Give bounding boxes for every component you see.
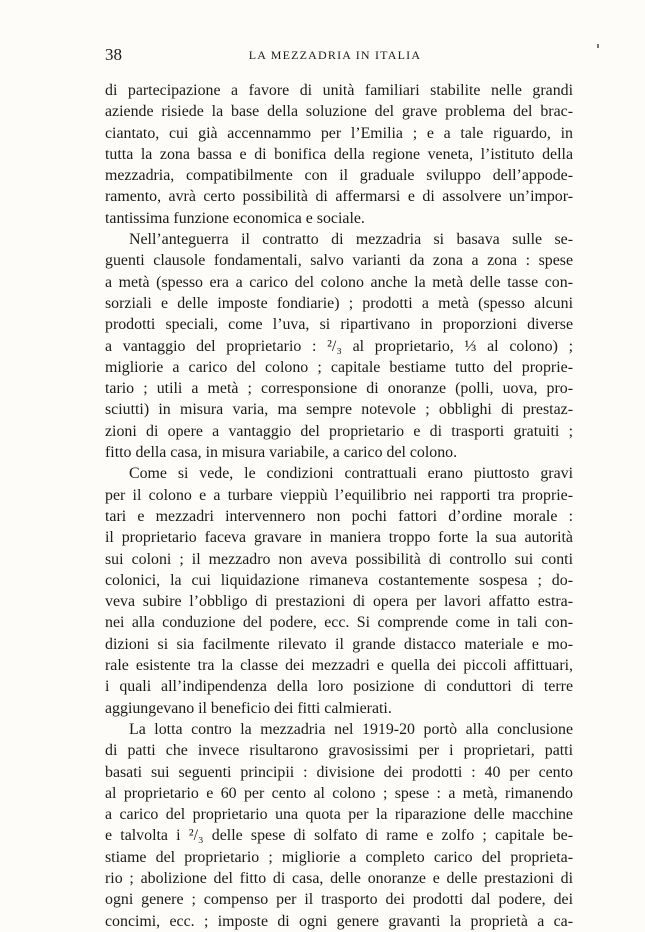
text-line: e talvolta i ²/₃ delle spese di solfato di rame e zolfo ; capitale be- [105, 827, 573, 845]
text-line: basati sui seguenti principii : divisione dei prodotti : 40 per cento [105, 763, 573, 781]
text-line: guenti clausole fondamentali, salvo varianti da zona a zona : spese [105, 252, 573, 270]
page-header [105, 44, 565, 66]
body-text [105, 80, 573, 932]
text-line: aziende risiede la base della soluzione del grave problema del brac- [105, 103, 573, 121]
text-line: tari e mezzadri intervennero non pochi fattori d’ordine morale : [105, 507, 573, 525]
text-line: a carico del proprietario una quota per la riparazione delle macchine [105, 806, 573, 824]
text-line: a vantaggio del proprietario : ²/₃ al proprietario, ⅓ al colono) ; [105, 337, 573, 355]
text-line: tario ; utili a metà ; corresponsione di onoranze (polli, uova, pro- [105, 380, 573, 398]
text-line: ramento, avrà certo possibilità di affermarsi e di assolvere un’impor- [105, 188, 573, 206]
text-line: i quali all’indipendenza della loro posizione di conduttori di terre [105, 678, 573, 696]
text-line: per il colono e a turbare vieppiù l’equilibrio nei rapporti tra proprie- [105, 486, 573, 504]
text-line: sui coloni ; il mezzadro non aveva possibilità di controllo sui conti [105, 550, 573, 568]
running-title: LA MEZZADRIA IN ITALIA [248, 48, 422, 62]
text-line: stiame del proprietario ; migliorie a completo carico del proprieta- [105, 848, 573, 866]
text-line: prodotti speciali, come l’uva, si ripartivano in proporzioni diverse [105, 316, 573, 334]
text-line: fitto della casa, in misura variabile, a carico del colono. [105, 444, 458, 462]
text-line: dizioni si sia facilmente rilevato il grande distacco materiale e mo- [105, 635, 573, 653]
text-line: a metà (spesso era a carico del colono anche la metà delle tasse con- [105, 273, 573, 291]
text-line: migliorie a carico del colono ; capitale bestiame tutto del proprie- [105, 358, 573, 376]
text-line: colonici, la cui liquidazione rimaneva costantemente sospesa ; do- [105, 571, 573, 589]
text-line: rio ; abolizione del fitto di casa, delle onoranze e delle prestazioni di [105, 869, 573, 887]
text-line: tutta la zona bassa e di bonifica della regione veneta, l’istituto della [105, 145, 573, 163]
text-line: veva subire l’obbligo di prestazioni di opera per lavori affatto estra- [105, 593, 573, 611]
margin-mark [597, 44, 599, 48]
page-number: 38 [105, 45, 122, 64]
text-line: al proprietario e 60 per cento al colono ; spese : a metà, rimanendo [105, 784, 573, 802]
text-line: mezzadria, compatibilmente con il graduale sviluppo dell’appode- [105, 167, 573, 185]
text-line: tantissima funzione economica e sociale. [105, 209, 365, 227]
text-line: concimi, ecc. ; imposte di ogni genere gravanti la proprietà a ca- [105, 912, 573, 930]
text-line: zioni di opere a vantaggio del proprietario e di trasporti gratuiti ; [105, 422, 573, 440]
text-line: aggiungevano il beneficio dei fitti calmierati. [105, 699, 392, 717]
text-line: nei alla conduzione del podere, ecc. Si comprende come in tali con- [105, 614, 573, 632]
text-line: Nell’anteguerra il contratto di mezzadria si basava sulle se- [129, 231, 573, 249]
text-line: rale esistente tra la classe dei mezzadri e quella dei piccoli affittuari, [105, 657, 573, 675]
text-line: di partecipazione a favore di unità familiari stabilite nelle grandi [105, 82, 573, 99]
text-line: il proprietario faceva gravare in maniera troppo forte la sua autorità [105, 529, 573, 547]
text-line: di patti che invece risultarono gravosissimi per i proprietari, patti [105, 742, 573, 760]
text-line: sciutti) in misura varia, ma sempre notevole ; obblighi di prestaz- [105, 401, 573, 419]
text-line: ciantato, cui già accennammo per l’Emilia ; e a tale riguardo, in [105, 124, 573, 142]
text-line: ogni genere ; compenso per il trasporto dei prodotti dal podere, dei [105, 891, 573, 909]
text-line: sorziali e delle imposte fondiarie) ; prodotti a metà (spesso alcuni [105, 294, 573, 312]
text-line: La lotta contro la mezzadria nel 1919-20 portò alla conclusione [129, 720, 573, 738]
text-line: Come si vede, le condizioni contrattuali erano piuttosto gravi [129, 465, 573, 483]
